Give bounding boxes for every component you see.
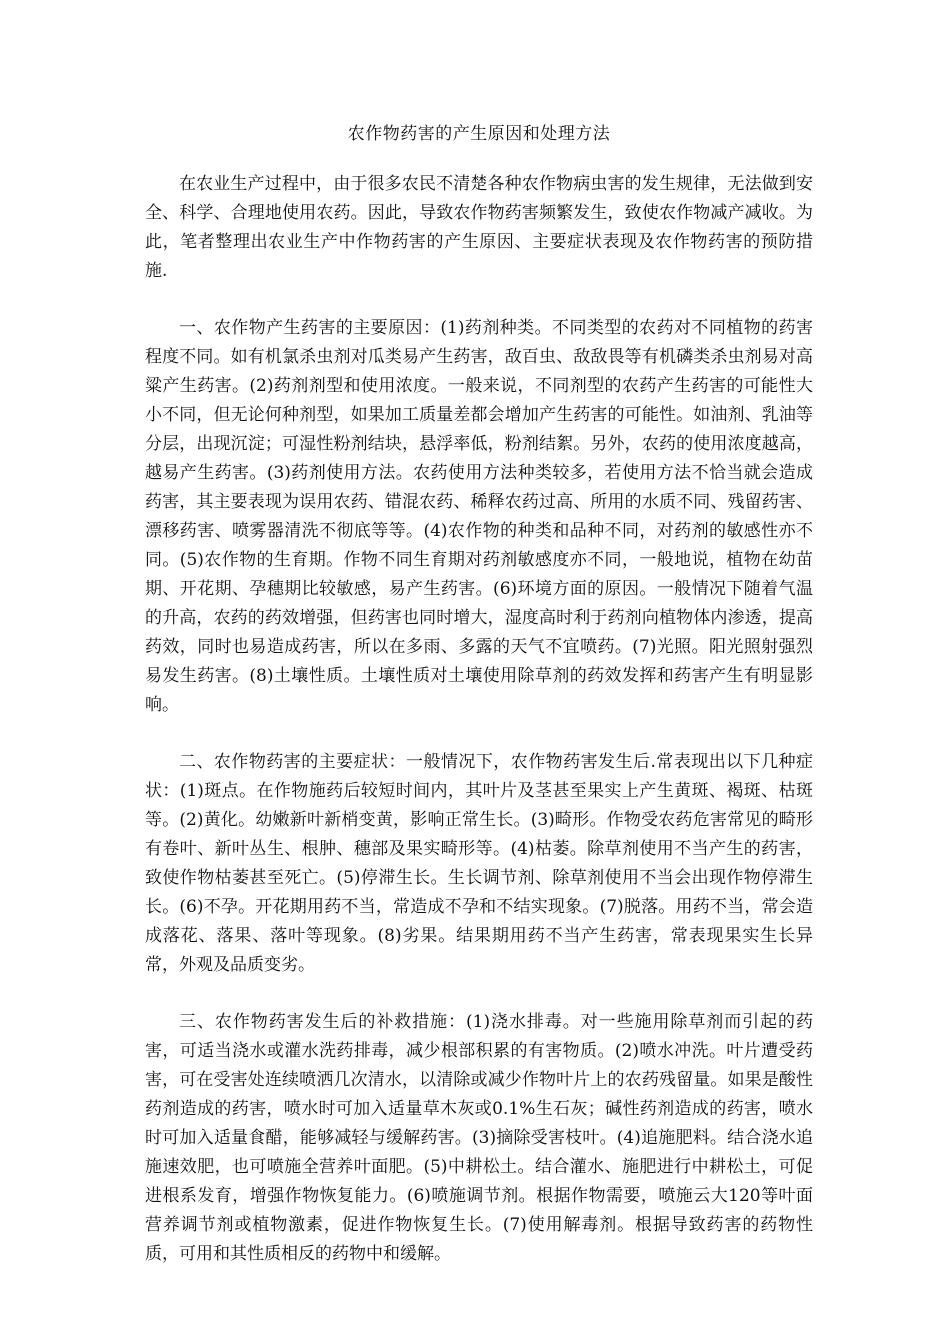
paragraph-remedies: 三、农作物药害发生后的补救措施：(1)浇水排毒。对一些施用除草剂而引起的药害，可适当浇水或灌水洗药排毒，减少根部积累的有害物质。(2)喷水冲洗。叶片遭受药害，可在受害处连续喷洒几次清水，以清除或减少作物叶片上的农药残留量。如果是酸性药剂造成的药害，喷水时可加入适量草木灰或0.1%生石灰；碱性药剂造成的药害，喷水时可加入适量食醋，能够减轻与缓解药害。(3)摘除受害枝叶。(4)追施肥料。结合浇水追施速效肥，也可喷施全营养叶面肥。(5)中耕松土。结合灌水、施肥进行中耕松土，可促进根系发育，增强作物恢复能力。(6)喷施调节剂。根据作物需要，喷施云大120等叶面营养调节剂或植物激素，促进作物恢复生长。(7)使用解毒剂。根据导致药害的药物性质，可用和其性质相反的药物中和缓解。 xyxy=(145,1012,813,1264)
document-title: 农作物药害的产生原因和处理方法 xyxy=(347,124,611,144)
paragraph-causes: 一、农作物产生药害的主要原因：(1)药剂种类。不同类型的农药对不同植物的药害程度不同。如有机氯杀虫剂对瓜类易产生药害，敌百虫、敌敌畏等有机磷类杀虫剂易对高粱产生药害。(2)药剂剂型和使用浓度。一般来说，不同剂型的农药产生药害的可能性大小不同，但无论何种剂型，如果加工质量差都会增加产生药害的可能性。如油剂、乳油等分层，出现沉淀；可湿性粉剂结块，悬浮率低，粉剂结絮。另外，农药的使用浓度越高，越易产生药害。(3)药剂使用方法。农药使用方法种类较多，若使用方法不恰当就会造成药害，其主要表现为误用农药、错混农药、稀释农药过高、所用的水质不同、残留药害、漂移药害、喷雾器清洗不彻底等等。(4)农作物的种类和品种不同，对药剂的敏感性亦不同。(5)农作物的生育期。作物不同生育期对药剂敏感度亦不同，一般地说，植物在幼苗期、开花期、孕穗期比较敏感，易产生药害。(6)环境方面的原因。一般情况下随着气温的升高，农药的药效增强，但药害也同时增大，湿度高时利于药剂向植物体内渗透，提高药效，同时也易造成药害，所以在多雨、多露的天气不宜喷药。(7)光照。阳光照射强烈易发生药害。(8)土壤性质。土壤性质对土壤使用除草剂的药效发挥和药害产生有明显影响。 xyxy=(145,318,813,715)
paragraph-intro: 在农业生产过程中，由于很多农民不清楚各种农作物病虫害的发生规律，无法做到安全、科学、合理地使用农药。因此，导致农作物药害频繁发生，致使农作物减产减收。为此，笔者整理出农业生产中作物药害的产生原因、主要症状表现及农作物药害的预防措施. xyxy=(145,174,813,281)
document-page xyxy=(145,120,813,1269)
paragraph-symptoms: 二、农作物药害的主要症状：一般情况下，农作物药害发生后.常表现出以下几种症状：(1)斑点。在作物施药后较短时间内，其叶片及茎甚至果实上产生黄斑、褐斑、枯斑等。(2)黄化。幼嫩新叶新梢变黄，影响正常生长。(3)畸形。作物受农药危害常见的畸形有卷叶、新叶丛生、根肿、穗部及果实畸形等。(4)枯萎。除草剂使用不当产生的药害，致使作物枯萎甚至死亡。(5)停滞生长。生长调节剂、除草剂使用不当会出现作物停滞生长。(6)不孕。开花期用药不当，常造成不孕和不结实现象。(7)脱落。用药不当，常会造成落花、落果、落叶等现象。(8)劣果。结果期用药不当产生药害，常表现果实生长异常，外观及品质变劣。 xyxy=(145,752,813,975)
